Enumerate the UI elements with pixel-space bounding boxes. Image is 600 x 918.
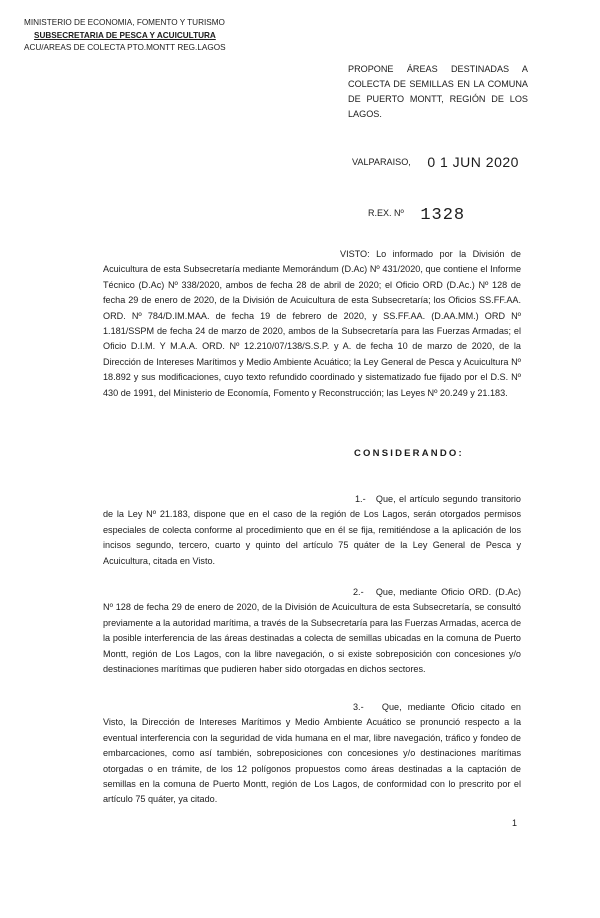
considerando-2 [103,585,521,677]
place-date [352,152,519,168]
page-number: 1 [512,818,518,828]
considerando-3 [103,700,521,808]
considerando-text: Que, mediante Oficio ORD. (D.Ac) Nº 128 de fecha 29 de enero de 2020, de la División de Acuicultura de esta Subsecretaría, se consultó previamente a la autoridad marítima, a través de la Subsecretaría para las Fuerzas Armadas, acerca de la posible interferencia de las áreas destinadas a colecta de semillas ubicadas en la comuna de Puerto Montt, región de Los Lagos, con la libre navegación, o si existe sobreposición con concesiones y/o destinaciones marítimas que pudieren haber sido otorgadas en dichos sectores. [103,587,522,675]
visto-paragraph [103,247,521,401]
considerando-number: 3.- [353,702,364,712]
letterhead [24,17,226,55]
stamped-date: 0 1 JUN 2020 [427,154,519,170]
ministry-name: MINISTERIO DE ECONOMIA, FOMENTO Y TURISMO [24,18,225,27]
resolution-label: R.EX. Nº [368,208,404,218]
visto-text: VISTO: Lo informado por la División de Acuicultura de esta Subsecretaría mediante Memorándum (D.Ac) Nº 431/2020, que contiene el Informe Técnico (D.Ac) Nº 338/2020, ambos de fecha 28 de abril de 2020; el Oficio ORD (D.Ac.) Nº 128 de fecha 29 de enero de 2020, de la División de Acuicultura de esta Subsecretaría; los Oficios SS.FF.AA. ORD. Nº 784/D.IM.MAA. de fecha 19 de febrero de 2020, y SS.FF.AA. (D.AA.MM.) ORD Nº 1.181/SSPM de fecha 24 de marzo de 2020, ambos de la Subsecretaría para las Fuerzas Armadas; el Oficio D.I.M. Y M.A.A. ORD. Nº 12.210/07/138/S.S.P. y A. de fecha 10 de marzo de 2020, de la Dirección de Intereses Marítimos y Medio Ambiente Acuático; la Ley General de Pesca y Acuicultura Nº 18.892 y sus modificaciones, cuyo texto refundido coordinado y sistematizado fue fijado por el D.S. Nº 430 de 1991, del Ministerio de Economía, Fomento y Reconstrucción; las Leyes Nº 20.249 y 21.183. [103,249,521,398]
considerando-1 [103,492,521,569]
subsecretaria-name: SUBSECRETARIA DE PESCA Y ACUICULTURA [34,30,216,40]
resolution-number [368,203,466,225]
resolution-value: 1328 [420,206,466,225]
considerando-number: 2.- [353,587,364,597]
considerando-heading: CONSIDERANDO: [354,448,464,459]
considerando-text: Que, mediante Oficio citado en Visto, la Dirección de Intereses Marítimos y Medio Ambiente Acuático se pronunció respecto a la eventual interferencia con la seguridad de vida humana en el mar, libre navegación, tráfico y fondeo de embarcaciones, como así también, sobreposiciones con concesiones y/o destinaciones marítimas otorgadas o en trámite, de los 12 polígonos propuestos como áreas destinadas a la captación de semillas en la comuna de Puerto Montt, región de Los Lagos, de conformidad con lo prescrito por el artículo 75 quáter, ya citado. [103,702,521,805]
considerando-number: 1.- [355,494,366,504]
file-reference: ACU/AREAS DE COLECTA PTO.MONTT REG.LAGOS [24,43,226,52]
city: VALPARAISO, [352,157,411,167]
subject-summary: PROPONE ÁREAS DESTINADAS A COLECTA DE SEMILLAS EN LA COMUNA DE PUERTO MONTT, REGIÓN DE LOS LAGOS. [348,64,528,119]
considerando-text: Que, el artículo segundo transitorio de la Ley Nº 21.183, dispone que en el caso de la región de Los Lagos, serán otorgados permisos especiales de colecta conforme al procedimiento que en él se fija, remitiéndose a la aplicación de los incisos segundo, tercero, cuarto y quinto del artículo 75 quáter de la Ley General de Pesca y Acuicultura, citada en Visto. [103,494,521,566]
